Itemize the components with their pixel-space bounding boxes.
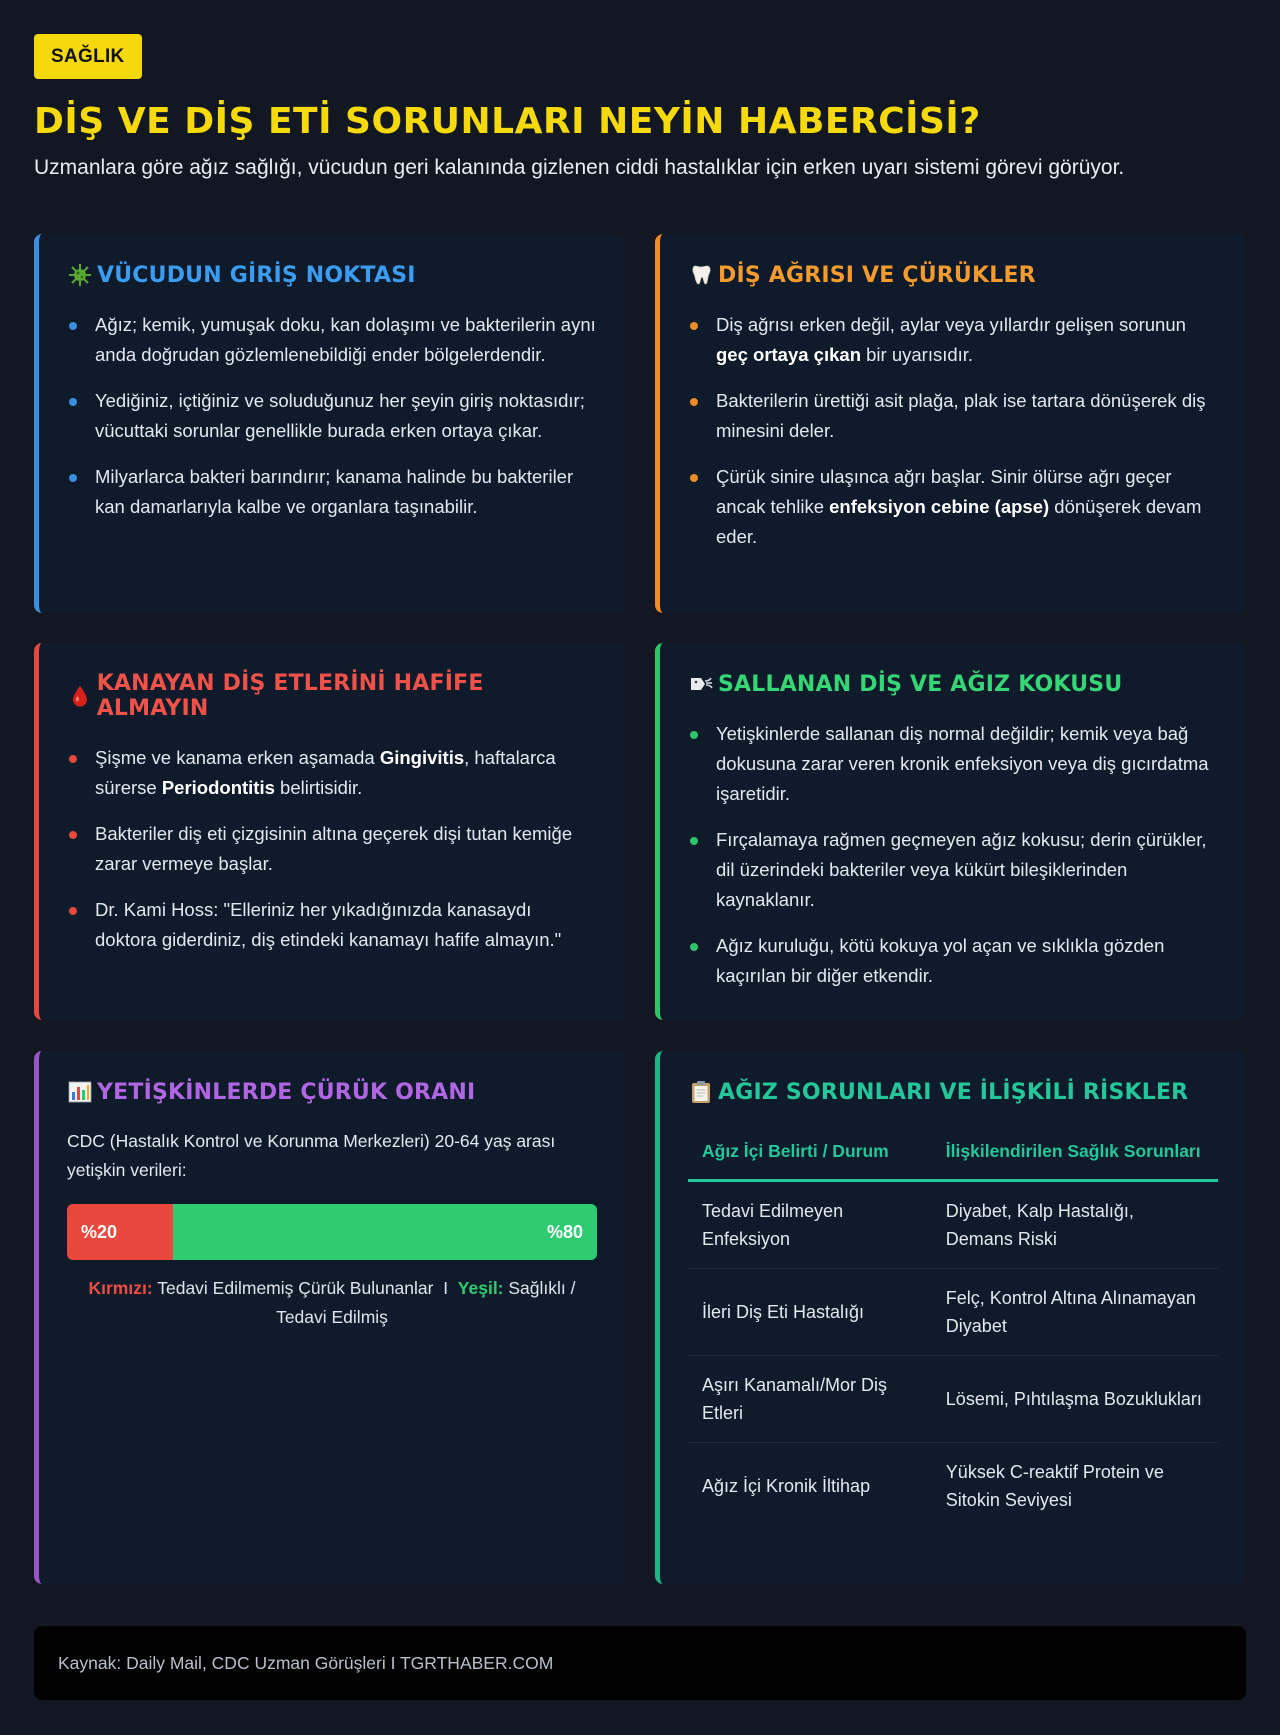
bar-legend: [67, 1274, 597, 1332]
card-bleeding-title: [67, 671, 597, 721]
legend-green-key: Yeşil:: [457, 1278, 504, 1298]
card-title-text: DİŞ AĞRISI VE ÇÜRÜKLER: [718, 262, 1036, 288]
legend-green-text: Sağlıklı / Tedavi Edilmiş: [276, 1278, 576, 1327]
table-cell: Felç, Kontrol Altına Alınamayan Diyabet: [932, 1269, 1218, 1356]
list-item: Bakteriler diş eti çizgisinin altına geçerek dişi tutan kemiğe zarar vermeye başlar.: [67, 819, 597, 879]
untreated-segment: %20: [67, 1204, 173, 1260]
table-cell: Aşırı Kanamalı/Mor Diş Etleri: [688, 1356, 932, 1443]
page-subtitle: Uzmanlara göre ağız sağlığı, vücudun geri kalanında gizlenen ciddi hastalıklar için erken uyarı sistemi görevi görüyor.: [34, 156, 1125, 179]
table-cell: Diyabet, Kalp Hastalığı, Demans Riski: [932, 1181, 1218, 1269]
card-risks-title: [688, 1079, 1218, 1105]
table-header-row: [688, 1123, 1218, 1181]
table-cell: İleri Diş Eti Hastalığı: [688, 1269, 932, 1356]
table-row: [688, 1269, 1218, 1356]
column-header: Ağız İçi Belirti / Durum: [688, 1123, 932, 1181]
source-footer: [34, 1626, 1246, 1700]
list-item: Ağız kuruluğu, kötü kokuya yol açan ve sıklıkla gözden kaçırılan bir diğer etkendir.: [688, 931, 1218, 991]
card-entry-point-title: [67, 262, 597, 288]
card-decay-rate-title: [67, 1079, 597, 1105]
list-item: Şişme ve kanama erken aşamada Gingivitis, haftalarca sürerse Periodontitis belirtisidir.: [67, 743, 597, 803]
virus-icon: [67, 262, 93, 288]
tooth-icon: [688, 262, 714, 288]
decay-rate-bar: [67, 1204, 597, 1260]
entry-list: [67, 310, 597, 522]
risks-table: [688, 1123, 1218, 1529]
card-loose-tooth: [655, 643, 1246, 1020]
list-item: Milyarlarca bakteri barındırır; kanama halinde bu bakteriler kan damarlarıyla kalbe ve organlara taşınabilir.: [67, 462, 597, 522]
loose-list: [688, 719, 1218, 991]
legend-red-text: Tedavi Edilmemiş Çürük Bulunanlar I: [152, 1278, 458, 1298]
card-title-text: KANAYAN DİŞ ETLERİNİ HAFİFE ALMAYIN: [96, 671, 484, 721]
table-cell: Ağız İçi Kronik İltihap: [702, 1476, 871, 1496]
decay-list: [688, 310, 1218, 552]
table-row: [688, 1181, 1218, 1269]
card-title-text: YETİŞKİNLERDE ÇÜRÜK ORANI: [97, 1079, 476, 1105]
page-title: DİŞ VE DİŞ ETİ SORUNLARI NEYİN HABERCİSİ?: [34, 101, 981, 142]
card-related-risks: [655, 1051, 1246, 1584]
table-row: [688, 1443, 1218, 1530]
card-loose-tooth-title: [688, 671, 1218, 697]
card-bleeding-gums: [34, 643, 625, 1020]
list-item: Yediğiniz, içtiğiniz ve soluduğunuz her şeyin giriş noktasıdır; vücuttaki sorunlar genellikle burada erken ortaya çıkar.: [67, 386, 597, 446]
list-item: Ağız; kemik, yumuşak doku, kan dolaşımı ve bakterilerin aynı anda doğrudan gözlemlenebildiği ender bölgelerdendir.: [67, 310, 597, 370]
page: [34, 34, 1246, 180]
card-toothache-title: [688, 262, 1218, 288]
list-item: Dr. Kami Hoss: "Elleriniz her yıkadığınızda kanasaydı doktora giderdiniz, diş etindeki kanamayı hafife almayın.": [67, 895, 597, 955]
card-decay-rate: [34, 1051, 625, 1584]
table-cell: Yüksek C-reaktif Protein ve Sitokin Seviyesi: [945, 1462, 1164, 1510]
table-cell: Lösemi, Pıhtılaşma Bozuklukları: [932, 1356, 1218, 1443]
card-toothache-decay: [655, 234, 1246, 613]
clipboard-icon: [688, 1079, 714, 1105]
table-cell: Tedavi Edilmeyen Enfeksiyon: [688, 1181, 932, 1269]
rate-description: CDC (Hastalık Kontrol ve Korunma Merkezleri) 20-64 yaş arası yetişkin verileri:: [67, 1131, 556, 1180]
blood-drop-icon: [67, 683, 93, 709]
list-item: Diş ağrısı erken değil, aylar veya yıllardır gelişen sorunun geç ortaya çıkan bir uyarısıdır.: [688, 310, 1218, 370]
source-text: Kaynak: Daily Mail, CDC Uzman Görüşleri I TGRTHABER.COM: [58, 1652, 554, 1673]
healthy-segment: %80: [173, 1204, 597, 1260]
card-title-text: SALLANAN DİŞ VE AĞIZ KOKUSU: [718, 671, 1123, 697]
bar-chart-icon: [67, 1079, 93, 1105]
list-item: Çürük sinire ulaşınca ağrı başlar. Sinir ölürse ağrı geçer ancak tehlike enfeksiyon cebine (apse) dönüşerek devam eder.: [688, 462, 1218, 552]
wind-face-icon: [688, 671, 714, 697]
card-title-text: VÜCUDUN GİRİŞ NOKTASI: [97, 262, 416, 288]
list-item: Fırçalamaya rağmen geçmeyen ağız kokusu; derin çürükler, dil üzerindeki bakteriler veya kükürt bileşiklerinden kaynaklanır.: [688, 825, 1218, 915]
column-header: İlişkilendirilen Sağlık Sorunları: [932, 1123, 1218, 1181]
legend-red-key: Kırmızı:: [88, 1278, 153, 1298]
card-title-text: AĞIZ SORUNLARI VE İLİŞKİLİ RİSKLER: [718, 1079, 1189, 1105]
table-row: [688, 1356, 1218, 1443]
bleeding-list: [67, 743, 597, 955]
list-item: Yetişkinlerde sallanan diş normal değildir; kemik veya bağ dokusuna zarar veren kronik enfeksiyon veya diş gıcırdatma işaretidir.: [688, 719, 1218, 809]
list-item: Bakterilerin ürettiği asit plağa, plak ise tartara dönüşerek diş minesini deler.: [688, 386, 1218, 446]
category-badge: SAĞLIK: [34, 34, 142, 79]
card-entry-point: [34, 234, 625, 613]
